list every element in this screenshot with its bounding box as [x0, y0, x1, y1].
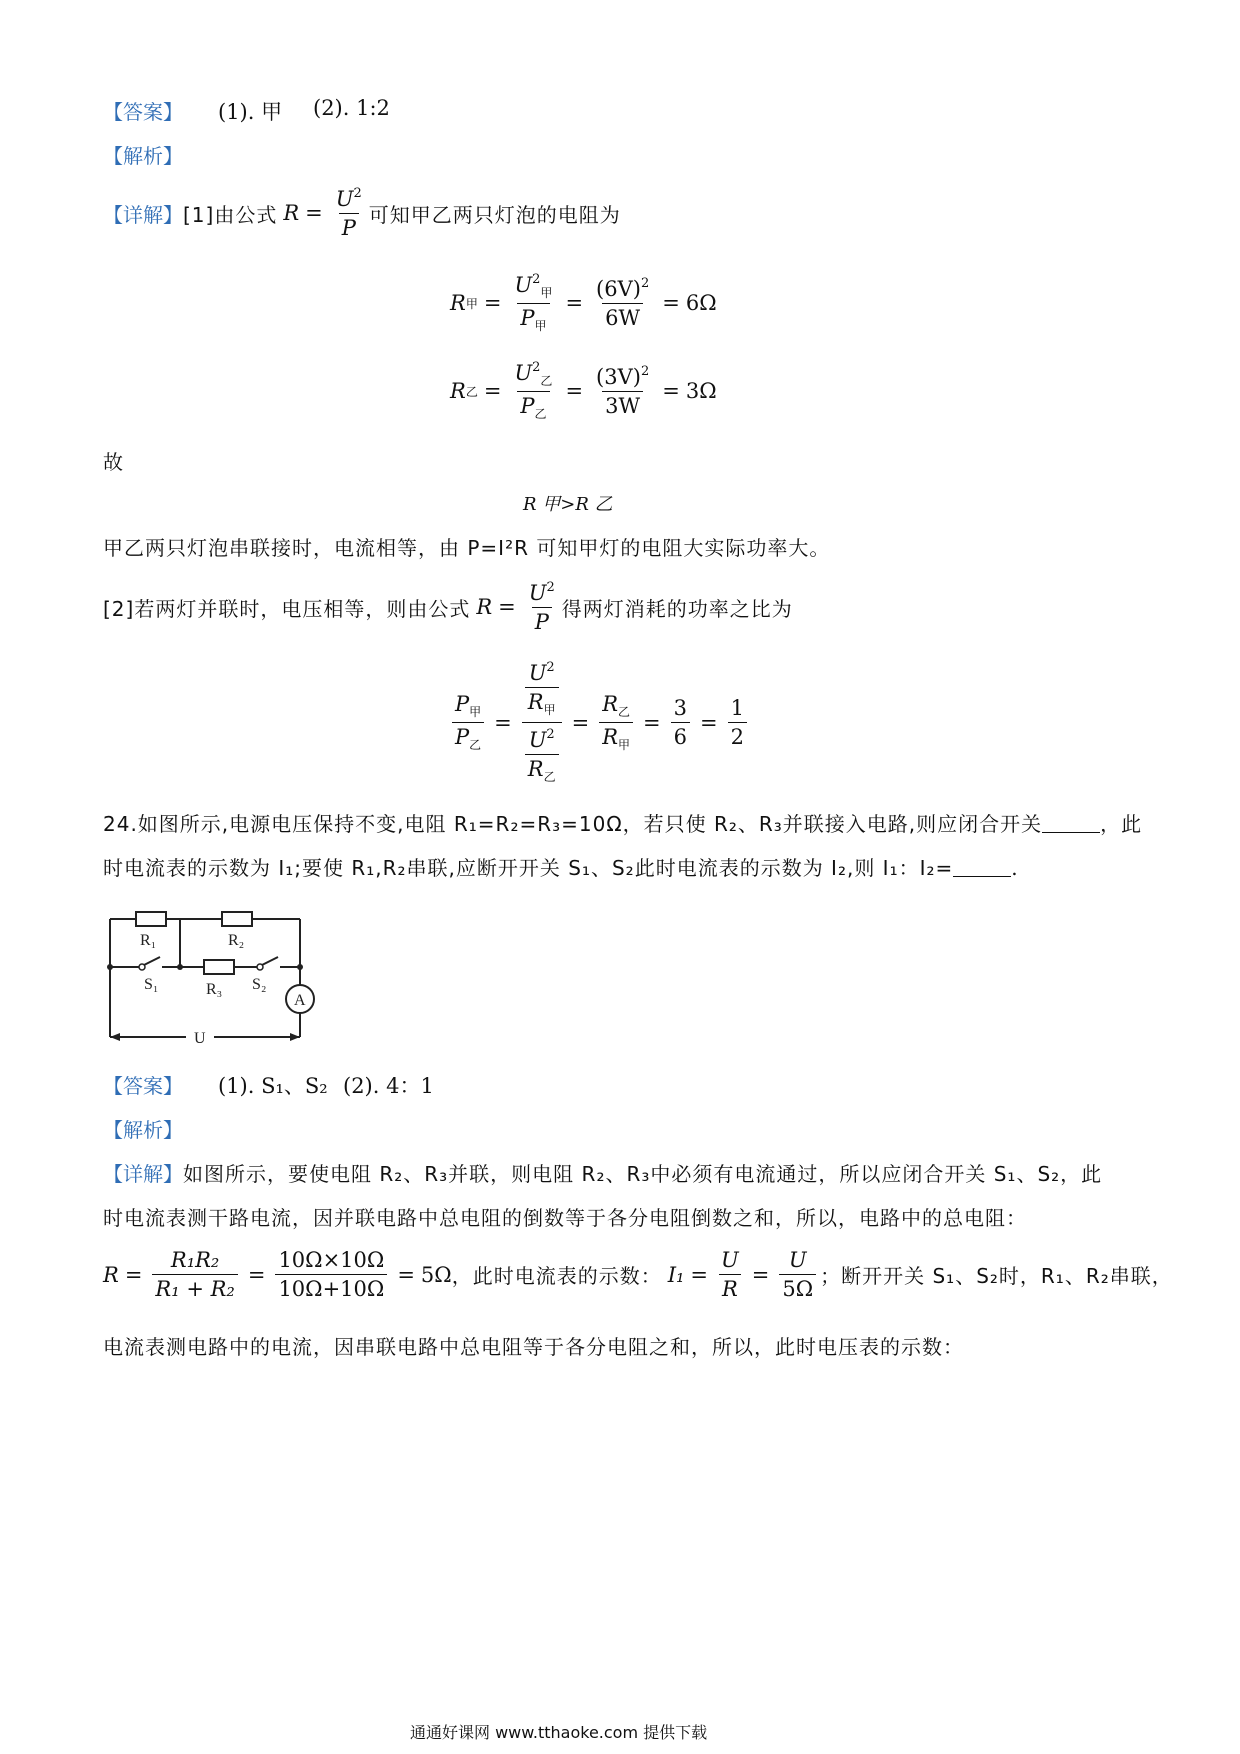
- f-num1: R₁R₂: [170, 1248, 220, 1272]
- ratio-p2-sub: 乙: [469, 738, 482, 752]
- resistor-r3: [204, 960, 234, 974]
- detail-2-text-1: 如图所示，要使电阻 R₂、R₃并联，则电阻 R₂、R₃中必须有电流通过，所以应闭合开关 S₁、S₂，此: [183, 1162, 1103, 1186]
- eq1-u: U: [514, 273, 533, 297]
- eq1-frac2: [593, 276, 652, 330]
- equation-r-yi: [450, 360, 717, 422]
- eq2-u: U: [514, 361, 533, 385]
- detail-tag-2: 【详解】: [103, 1162, 183, 1186]
- equation-power-ratio: [448, 660, 751, 785]
- ratio-r-jia: R: [602, 725, 619, 749]
- label-s2: S₂: [252, 976, 267, 993]
- detail-line-2: [103, 580, 793, 634]
- ratio-2: 2: [728, 722, 747, 749]
- f-tail-text: ；断开开关 S₁、S₂时，R₁、R₂串联，: [820, 1264, 1173, 1288]
- line2-r: R: [476, 595, 493, 619]
- ratio-eq3: =: [643, 710, 661, 735]
- eq1-frac1: [511, 272, 555, 334]
- detail-2-line-1: [103, 1158, 1102, 1187]
- eq2-result: 3Ω: [685, 379, 717, 403]
- line2-u: U: [528, 581, 547, 605]
- eq1-p-sub: 甲: [534, 319, 547, 333]
- eq1-eq: =: [483, 291, 502, 315]
- eq1-sub: 甲: [465, 296, 478, 311]
- resistor-r2: [222, 912, 252, 926]
- eq2-p: P: [520, 394, 535, 418]
- line2-p: P: [532, 607, 552, 634]
- eq2-sub: 乙: [465, 384, 478, 399]
- ratio-bottom-frac: [525, 727, 559, 785]
- line2-eq: =: [498, 595, 516, 619]
- ratio-r-jia-sub: 甲: [618, 738, 631, 752]
- detail-line-1: [103, 186, 621, 240]
- formula-r: R: [283, 201, 300, 225]
- ratio-big-frac: [522, 660, 562, 785]
- f-result: 5Ω: [420, 1262, 452, 1287]
- switch-s1-contact: [139, 964, 145, 970]
- formula-eq: =: [305, 201, 323, 225]
- ratio-p1: P: [455, 692, 470, 716]
- eq2-sup: 2: [532, 360, 541, 375]
- answer-item-1: (1). 甲: [218, 100, 283, 124]
- f-r: R: [103, 1262, 119, 1287]
- ratio-eq4: =: [700, 710, 718, 735]
- eq2-den2: 3W: [602, 391, 643, 418]
- label-ammeter: A: [294, 992, 306, 1009]
- ratio-frac3: [599, 692, 633, 753]
- answer-item-2: (2). 1:2: [313, 96, 390, 120]
- q24-blank-2: [953, 858, 1011, 877]
- label-r3: R₃: [206, 981, 223, 998]
- ratio-bot-r-sub: 乙: [543, 770, 556, 784]
- f-frac1: [152, 1248, 237, 1301]
- compare-text: R 甲>R 乙: [523, 494, 613, 515]
- f-den2: 10Ω+10Ω: [275, 1274, 387, 1301]
- line2-text-a: [2]若两灯并联时，电压相等，则由公式: [103, 596, 471, 621]
- eq2-eq: =: [483, 379, 502, 403]
- formula-u: U: [335, 187, 354, 211]
- analysis-tag-2: 【解析】: [103, 1118, 183, 1142]
- f-mid-text: ，此时电流表的示数：: [451, 1264, 662, 1288]
- eq2-u-sub: 乙: [540, 374, 553, 388]
- line2-text-b: 得两灯消耗的功率之比为: [561, 596, 793, 621]
- analysis-tag: 【解析】: [103, 144, 183, 168]
- f-i1: I₁: [667, 1262, 685, 1287]
- detail-text-a: [1]由公式: [183, 202, 278, 227]
- label-r2: R₂: [228, 932, 245, 949]
- eq2-eq2: =: [565, 379, 584, 403]
- detail-tag: 【详解】: [103, 202, 183, 227]
- ratio-top-r: R: [527, 690, 544, 714]
- ratio-6: 6: [671, 722, 690, 749]
- ratio-frac5: [728, 696, 747, 749]
- eq1-r: R: [450, 291, 466, 315]
- label-s1: S₁: [144, 976, 159, 993]
- eq1-num2-sup: 2: [640, 276, 650, 291]
- ratio-bot-u: U: [528, 728, 547, 752]
- ratio-top-frac: [525, 660, 559, 718]
- resistor-r1: [136, 912, 166, 926]
- answer-tag-2: 【答案】: [103, 1074, 183, 1098]
- eq1-p: P: [520, 306, 535, 330]
- answer-tag: 【答案】: [103, 100, 183, 124]
- eq1-result: 6Ω: [685, 291, 717, 315]
- q24-text-2-end: .: [1011, 856, 1018, 880]
- answer-2-item-2: (2). 4：1: [343, 1074, 434, 1098]
- eq2-frac2: [593, 364, 652, 418]
- switch-s2-contact: [257, 964, 263, 970]
- ratio-top-u: U: [528, 661, 547, 685]
- formula-fraction: [333, 186, 365, 240]
- circuit-diagram: [100, 905, 340, 1055]
- q24-text-1: 24.如图所示,电源电压保持不变,电阻 R₁=R₂=R₃=10Ω，若只使 R₂、R₃并联接入电路,则应闭合开关: [103, 812, 1043, 836]
- detail-2-formula-line: R = $\frac{\text{R₁R₂}}{\text{R₁ + R₂}}$ = $\frac{10\Omega\times 10\Omega}{10\Omega+10\Omega}$ = 5Ω ，此时电流表的示数： I₁ = $\frac{U}{R}$ = $\frac{U}{5\Omega}$ ；断开开关 S₁、S₂时，R₁、R₂串联，: [103, 1248, 1173, 1301]
- line2-frac: [526, 580, 558, 634]
- f-five-ohm: 5Ω: [779, 1274, 816, 1301]
- ratio-bot-r: R: [527, 757, 544, 781]
- footer-text: 通通好课网 www.tthaoke.com 提供下载: [410, 1723, 708, 1742]
- ratio-top-r-sub: 甲: [543, 703, 556, 717]
- question-24-line-2: [103, 852, 1018, 881]
- detail-2-line-2: 时电流表测干路电流，因并联电路中总电阻的倒数等于各分电阻倒数之和，所以，电路中的总电阻：: [103, 1206, 1027, 1230]
- ratio-p1-sub: 甲: [469, 705, 482, 719]
- line2-sup: 2: [546, 580, 555, 595]
- eq2-p-sub: 乙: [534, 407, 547, 421]
- ratio-frac4: [671, 696, 690, 749]
- ratio-top-sup: 2: [546, 660, 555, 675]
- ratio-eq1: =: [494, 710, 512, 735]
- f-r2: R: [719, 1274, 741, 1301]
- eq1-eq3: =: [662, 291, 680, 315]
- eq2-num2: (3V): [596, 365, 641, 389]
- ratio-r-yi: R: [602, 692, 619, 716]
- eq2-r: R: [450, 379, 466, 403]
- eq1-eq2: =: [565, 291, 584, 315]
- label-voltage: U: [194, 1030, 206, 1047]
- ratio-1: 1: [730, 696, 744, 720]
- ratio-eq2: =: [571, 710, 590, 735]
- ratio-r-yi-sub: 乙: [618, 705, 631, 719]
- eq2-num2-sup: 2: [640, 364, 650, 379]
- ratio-frac1: [452, 692, 484, 753]
- eq1-u-sub: 甲: [540, 286, 553, 300]
- f-den1: R₁ + R₂: [152, 1274, 237, 1301]
- ratio-p2: P: [455, 725, 470, 749]
- f-u2: U: [788, 1248, 807, 1272]
- eq2-eq3: =: [662, 379, 680, 403]
- equation-r-jia: [450, 272, 717, 334]
- answer-2-item-1: (1). S₁、S₂: [218, 1074, 328, 1098]
- ratio-bot-sup: 2: [546, 727, 555, 742]
- f-num2: 10Ω×10Ω: [278, 1248, 385, 1272]
- series-explanation: 甲乙两只灯泡串联接时，电流相等，由 P=I²R 可知甲灯的电阻大实际功率大。: [103, 536, 831, 560]
- formula-p: P: [339, 213, 359, 240]
- therefore-text: 故: [103, 450, 124, 474]
- label-r1: R₁: [140, 932, 157, 949]
- detail-2-line-4: 电流表测电路中的电流，因串联电路中总电阻等于各分电阻之和，所以，此时电压表的示数：: [103, 1335, 964, 1359]
- f-frac2: [275, 1248, 387, 1301]
- q24-text-1-end: ，此: [1100, 812, 1143, 836]
- question-24-line-1: [103, 808, 1142, 837]
- detail-text-b: 可知甲乙两只灯泡的电阻为: [368, 202, 621, 227]
- f-frac3: [718, 1248, 742, 1301]
- eq1-den2: 6W: [602, 303, 643, 330]
- ratio-3: 3: [673, 696, 688, 720]
- q24-blank-1: [1042, 814, 1100, 833]
- eq1-num2: (6V): [596, 277, 641, 301]
- f-frac4: [779, 1248, 816, 1301]
- formula-sup: 2: [353, 186, 362, 201]
- eq1-sup: 2: [532, 272, 541, 287]
- eq2-frac1: [511, 360, 555, 422]
- q24-text-2: 时电流表的示数为 I₁;要使 R₁,R₂串联,应断开开关 S₁、S₂此时电流表的示数为 I₂,则 I₁：I₂=: [103, 856, 954, 880]
- f-u1: U: [721, 1248, 739, 1272]
